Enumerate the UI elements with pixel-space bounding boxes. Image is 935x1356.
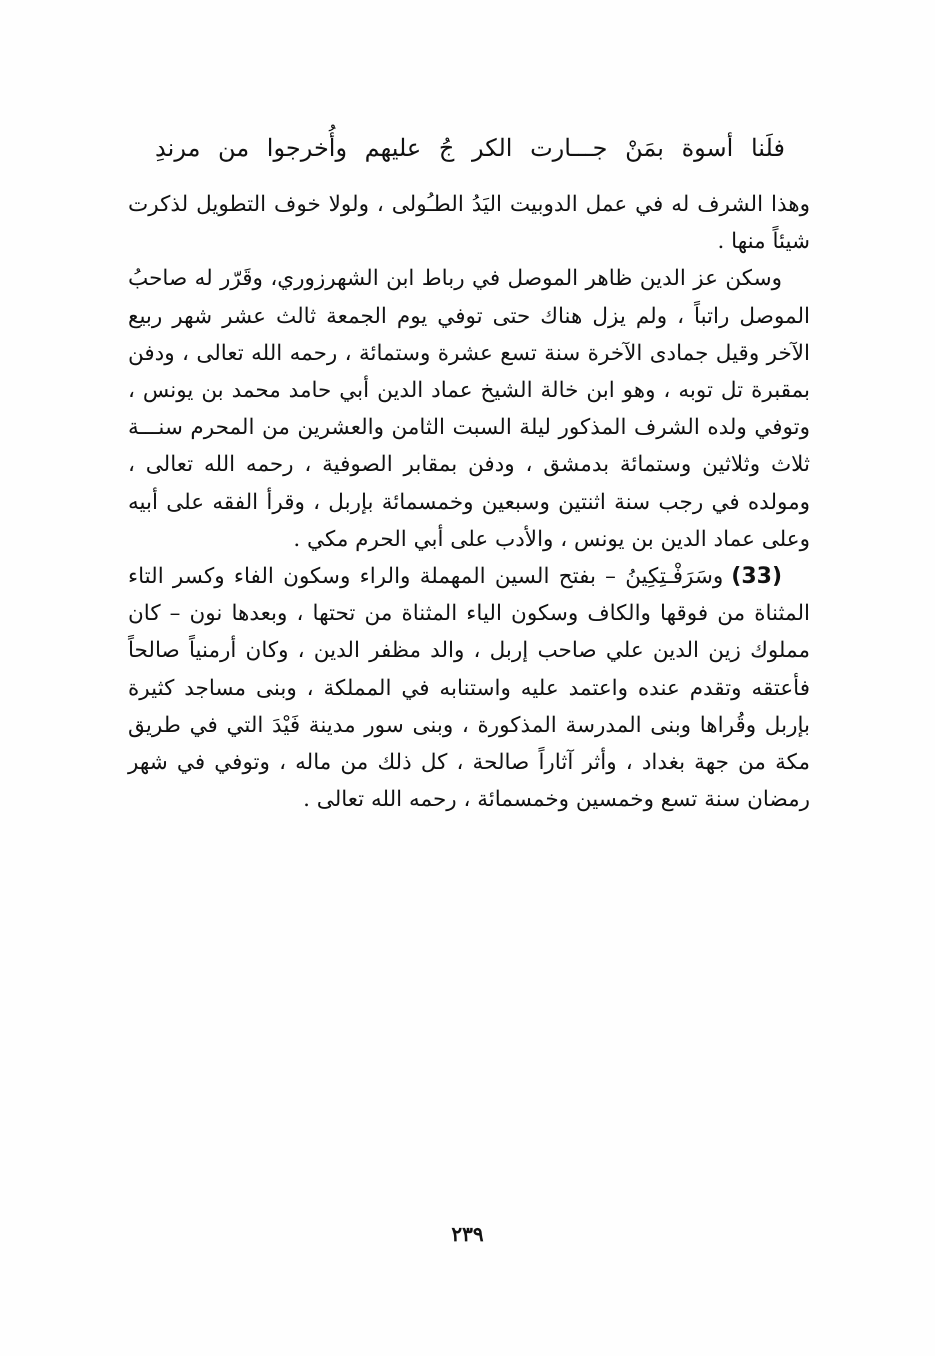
body-text — [128, 186, 810, 818]
paragraph: وهذا الشرف له في عمل الدوبيت اليَدُ الطـُولى ، ولولا خوف التطويل لذكرت شيئاً منها . — [128, 192, 810, 255]
page-number: ٢٣٩ — [451, 1222, 484, 1246]
entry-number: (33) — [731, 564, 782, 590]
poem-verse: فلَنا أسوة بمَنْ جـــارت الكر جُ عليهم وأُخرجوا من مرندِ — [155, 134, 785, 162]
entry-paragraph — [128, 558, 810, 818]
entry-text: وسَرَفْـتِكِينُ – بفتح السين المهملة والراء وسكون الفاء وكسر التاء المثناة من فوقها والكاف وسكون الياء المثناة من تحتها ، وبعدها نون – كان مملوك زين الدين علي صاحب إربل ، والد مظفر الدين ، وكان أرمنياً صالحاً فأعتقه وتقدم عنده واعتمد عليه واستنابه في المملكة ، وبنى مساجد كثيرة بإربل وقُراها وبنى المدرسة المذكورة ، وبنى سور مدينة فَيْدَ التي في طريق مكة من جهة بغداد ، وأثر آثاراً صالحة ، كل ذلك من ماله ، وتوفي في شهر رمضان سنة تسع وخمسين وخمسمائة ، رحمه الله تعالى . — [128, 564, 810, 813]
paragraph: وسكن عز الدين ظاهر الموصل في رباط ابن الشهرزوري، وقَرّر له صاحبُ الموصل راتباً ، ولم يزل هناك حتى توفي يوم الجمعة ثالث عشر شهر ربيع الآخر وقيل جمادى الآخرة سنة تسع عشرة وستمائة ، رحمه الله تعالى ، ودفن بمقبرة تل توبه ، وهو ابن خالة الشيخ عماد الدين أبي حامد محمد بن يونس ، وتوفي ولده الشرف المذكور ليلة السبت الثامن والعشرين من المحرم سنـــة ثلاث وثلاثين وستمائة بدمشق ، ودفن بمقابر الصوفية ، رحمه الله تعالى ، ومولده في رجب سنة اثنتين وسبعين وخمسمائة بإربل ، وقرأ الفقه على أبيه وعلى عماد الدين بن يونس ، والأدب على أبي الحرم مكي . — [128, 266, 811, 552]
